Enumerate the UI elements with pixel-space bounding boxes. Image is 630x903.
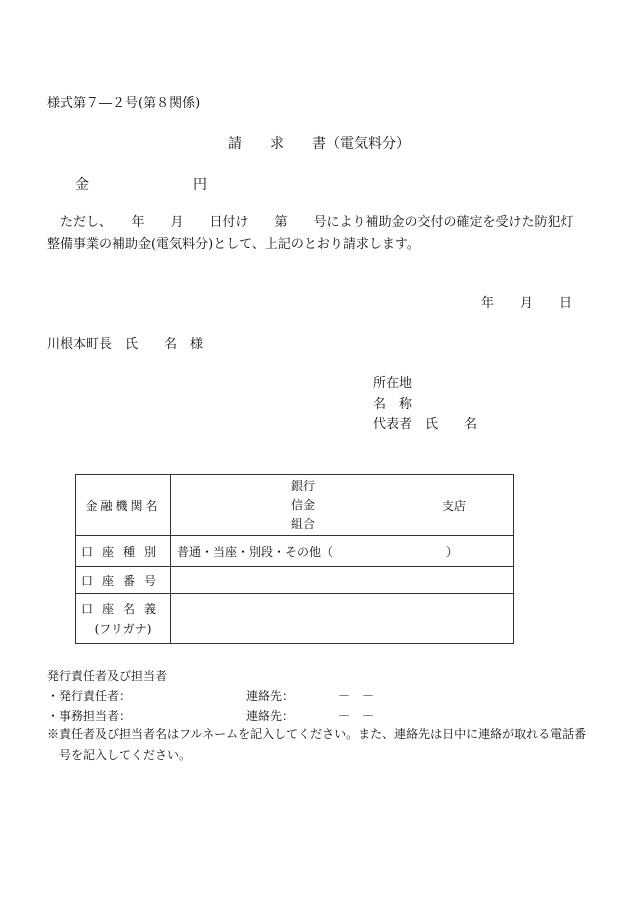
issuer-contact-dashes: － －: [338, 689, 375, 703]
account-holder-cell[interactable]: [171, 594, 514, 644]
account-number-row: [76, 567, 514, 594]
issuer-contact-label: 連絡先：: [246, 689, 295, 703]
note-line-1: ※責任者及び担当者名はフルネームを記入してください。また、連絡先は日中に連絡が取れる電話番: [47, 727, 587, 741]
account-number-label: 口座番号: [76, 567, 171, 594]
institution-cell[interactable]: [171, 475, 514, 536]
applicant-representative-label: 代表者 氏 名: [373, 417, 478, 432]
account-holder-kana: (フリガナ): [94, 621, 152, 636]
body-text: ただし、 年 月 日付け 第 号により補助金の交付の確定を受けた防犯灯整備事業の補助金(電気料分)として、上記のとおり請求します。: [47, 215, 574, 252]
account-type-cell[interactable]: [171, 536, 514, 567]
institution-label: 金融機関名: [76, 475, 171, 536]
institution-row: [76, 475, 514, 536]
responsible-note: [47, 724, 587, 766]
date-line: 年 月 日: [481, 296, 573, 311]
account-holder-label-cell: [76, 594, 171, 644]
applicant-address-label: 所在地: [373, 376, 413, 391]
institution-types: [291, 477, 321, 534]
institution-type-bank: 銀行: [291, 478, 316, 493]
account-holder-label: 口座名義: [80, 601, 165, 616]
account-type-label: 口座種別: [76, 536, 171, 567]
amount-unit: 円: [193, 177, 207, 193]
issuer-label: ・発行責任者：: [47, 689, 132, 703]
form-number: 様式第７―２号(第８関係): [47, 96, 201, 111]
account-type-close: ）: [446, 544, 459, 559]
staff-contact-dashes: － －: [338, 709, 375, 723]
institution-type-kumiai: 組合: [291, 516, 316, 531]
staff-contact-label: 連絡先：: [246, 709, 295, 723]
document-title: 請 求 書（電気料分）: [228, 136, 410, 152]
institution-type-shinkin: 信金: [291, 497, 316, 512]
account-holder-row: [76, 594, 514, 644]
addressee: 川根本町長 氏 名 様: [47, 337, 204, 352]
responsible-heading: 発行責任者及び担当者: [47, 669, 168, 683]
account-type-options: 普通・当座・別段・その他（: [177, 544, 334, 559]
account-type-row: [76, 536, 514, 567]
amount-prefix: 金: [75, 177, 89, 193]
account-number-cell[interactable]: [171, 567, 514, 594]
branch-label: 支店: [442, 498, 467, 513]
bank-info-table: [75, 474, 514, 644]
staff-label: ・事務担当者：: [47, 709, 132, 723]
note-line-2: 号を記入してください。: [59, 748, 192, 762]
applicant-name-label: 名 称: [373, 397, 413, 412]
